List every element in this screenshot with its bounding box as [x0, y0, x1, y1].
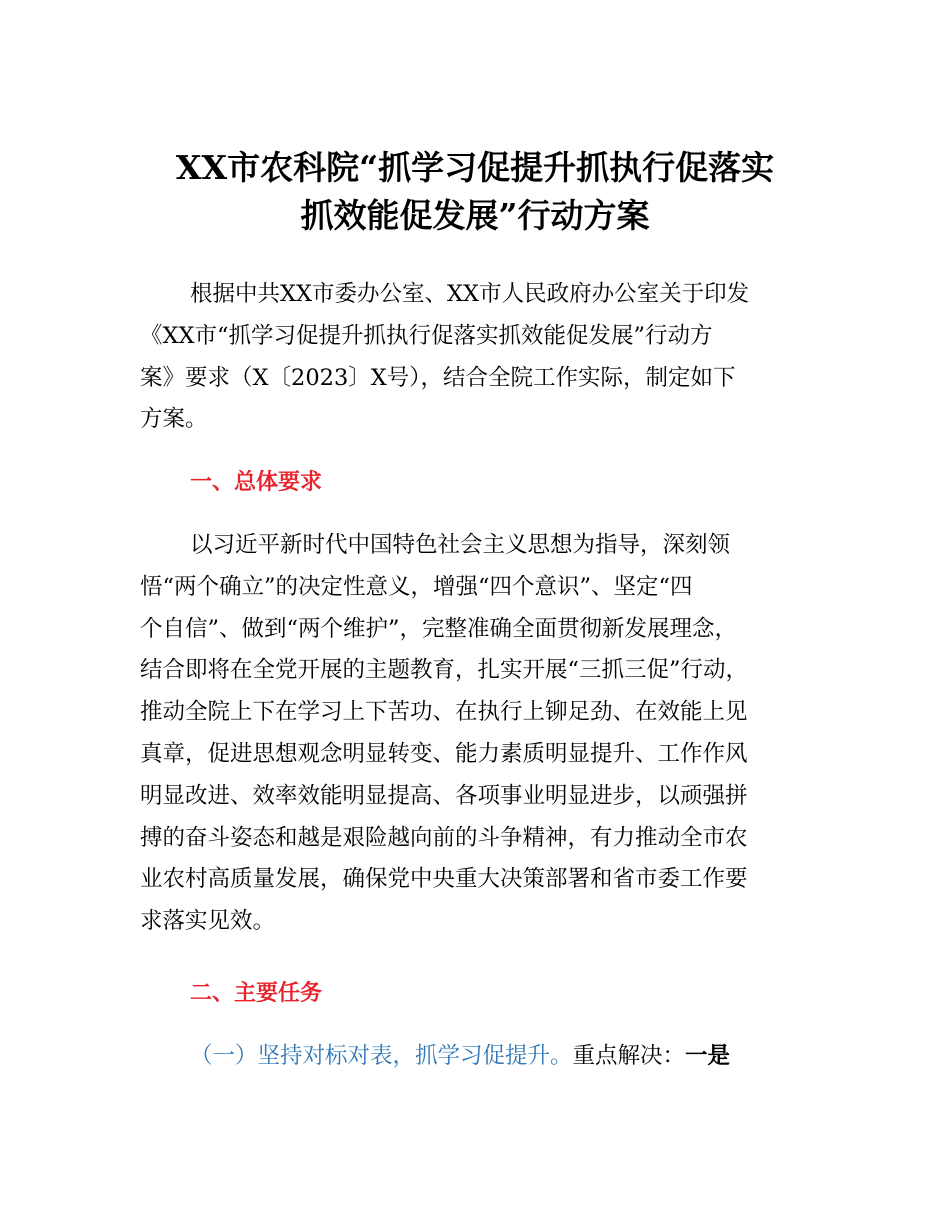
paragraph-line: 推动全院上下在学习上下苦功、在执行上铆足劲、在效能上见 [140, 699, 748, 726]
subsection-lead: 重点解决： [572, 1043, 686, 1069]
paragraph-line: 结合即将在全党开展的主题教育，扎实开展“三抓三促”行动， [140, 657, 749, 684]
paragraph-line: 明显改进、效率效能明显提高、各项事业明显进步，以顽强拼 [140, 782, 748, 809]
paragraph-line: 悟“两个确立”的决定性意义，增强“四个意识”、坚定“四 [140, 573, 693, 600]
paragraph-line: 《XX市“抓学习促提升抓执行促落实抓效能促发展”行动方 [140, 322, 713, 349]
paragraph-line: 案》要求（X〔2023〕X号），结合全院工作实际，制定如下 [140, 364, 736, 391]
paragraph-line: 个自信”、做到“两个维护”，完整准确全面贯彻新发展理念， [140, 615, 738, 642]
section-heading-general-requirements: 一、总体要求 [190, 470, 323, 495]
paragraph-line: 根据中共XX市委办公室、XX市人民政府办公室关于印发 [190, 281, 750, 307]
paragraph-line: 方案。 [140, 406, 208, 433]
paragraph-line: 搏的奋斗姿态和越是艰险越向前的斗争精神，有力推动全市农 [140, 824, 748, 851]
document-title-line-1: XX市农科院“抓学习促提升抓执行促落实 [175, 148, 775, 187]
subsection-title: （一）坚持对标对表，抓学习促提升。 [190, 1043, 573, 1069]
paragraph-line: 以习近平新时代中国特色社会主义思想为指导，深刻领 [190, 532, 731, 558]
paragraph-line: 真章，促进思想观念明显转变、能力素质明显提升、工作作风 [140, 740, 748, 767]
subsection-emphasis: 一是 [685, 1043, 731, 1069]
paragraph-line: 求落实见效。 [140, 908, 276, 935]
paragraph-line: 业农村高质量发展，确保党中央重大决策部署和省市委工作要 [140, 866, 748, 893]
general-requirements-paragraph [140, 525, 830, 943]
intro-paragraph [140, 274, 830, 441]
section-heading-main-tasks: 二、主要任务 [190, 981, 323, 1006]
document-title-line-2: 抓效能促发展”行动方案 [300, 196, 650, 235]
subsection-line [190, 1036, 730, 1078]
